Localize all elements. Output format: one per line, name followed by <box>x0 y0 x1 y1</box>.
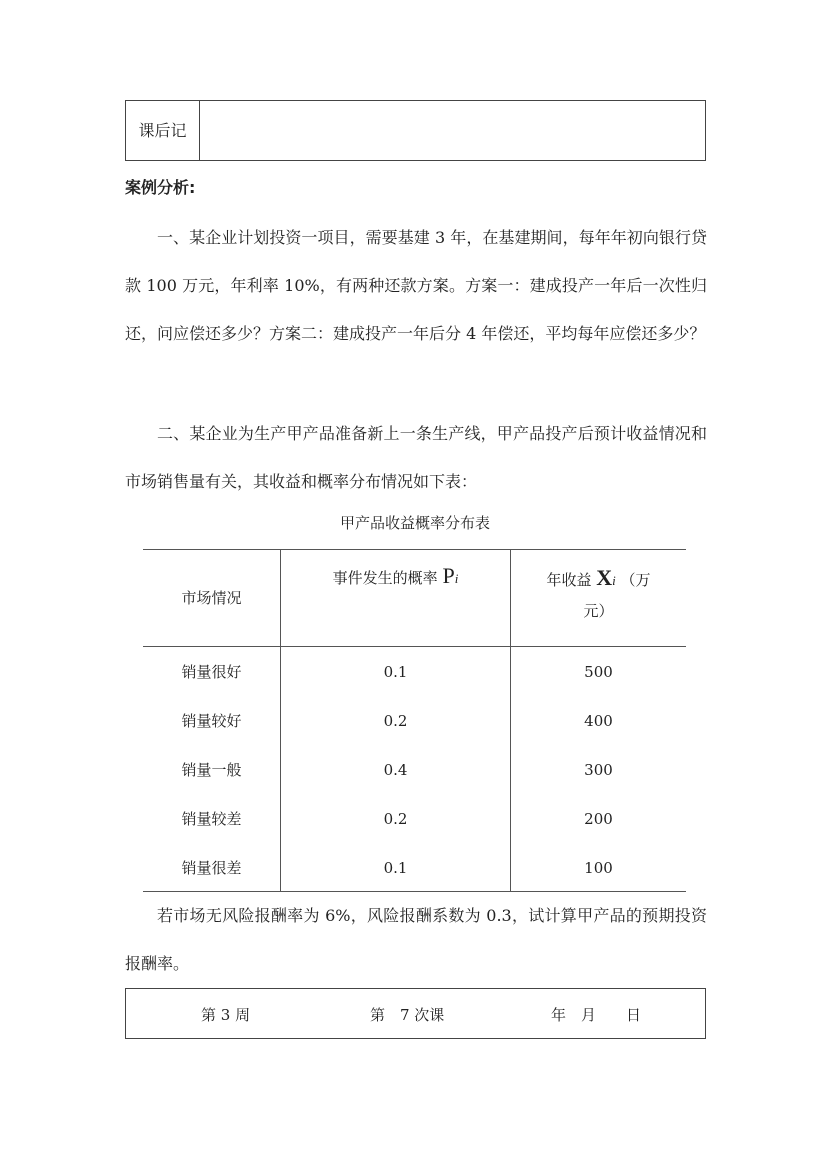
table-row <box>143 745 686 794</box>
cell-market: 销量一般 <box>143 745 281 794</box>
after-class-notes-label: 课后记 <box>126 101 200 160</box>
cell-return: 400 <box>584 711 613 730</box>
cell-return: 100 <box>584 858 613 877</box>
cell-market: 销量很好 <box>143 647 281 697</box>
return-unit-b: 元） <box>583 602 614 620</box>
after-class-notes-box <box>125 100 706 161</box>
table-row <box>143 647 686 697</box>
cell-return: 500 <box>584 662 613 681</box>
cell-return: 200 <box>584 809 613 828</box>
cell-prob: 0.1 <box>281 647 511 697</box>
header-return <box>511 549 687 647</box>
table-title: 甲产品收益概率分布表 <box>339 514 490 532</box>
week-label: 第 3 周 <box>201 1006 251 1024</box>
date-label: 年 月 日 <box>551 1006 642 1024</box>
header-probability-label: 事件发生的概率 <box>332 569 438 587</box>
lesson-label: 第 7 次课 <box>370 1006 445 1024</box>
section-heading: 案例分析: <box>125 178 196 197</box>
table-row <box>143 843 686 892</box>
return-symbol: Xi <box>596 565 616 590</box>
probability-table <box>143 549 686 892</box>
cell-prob: 0.4 <box>281 745 511 794</box>
cell-prob: 0.2 <box>281 696 511 745</box>
question-2: 二、某企业为生产甲产品准备新上一条生产线，甲产品投产后预计收益情况和市场销售量有关，其收益和概率分布情况如下表： <box>125 424 707 491</box>
cell-market: 销量较好 <box>143 696 281 745</box>
header-return-label: 年收益 <box>546 571 592 589</box>
header-market: 市场情况 <box>143 549 281 647</box>
table-header-row <box>143 549 686 647</box>
cell-prob: 0.1 <box>281 843 511 892</box>
after-class-notes-field[interactable] <box>200 101 705 160</box>
lesson-info-box <box>125 988 706 1039</box>
return-unit-a: （万 <box>620 571 651 589</box>
cell-market: 销量很差 <box>143 843 281 892</box>
header-probability <box>281 549 511 647</box>
prob-symbol: Pi <box>442 563 459 588</box>
cell-market: 销量较差 <box>143 794 281 843</box>
cell-prob: 0.2 <box>281 794 511 843</box>
cell-return: 300 <box>584 760 613 779</box>
table-row <box>143 696 686 745</box>
question-1: 一、某企业计划投资一项目，需要基建 3 年，在基建期间，每年年初向银行贷款 100 万元，年利率 10%，有两种还款方案。方案一：建成投产一年后一次性归还，问应偿还多少？方案二：建成投产一年后分 4 年偿还，平均每年应偿还多少？ <box>125 228 707 343</box>
table-row <box>143 794 686 843</box>
question-2-tail: 若市场无风险报酬率为 6%，风险报酬系数为 0.3，试计算甲产品的预期投资报酬率。 <box>125 906 707 973</box>
